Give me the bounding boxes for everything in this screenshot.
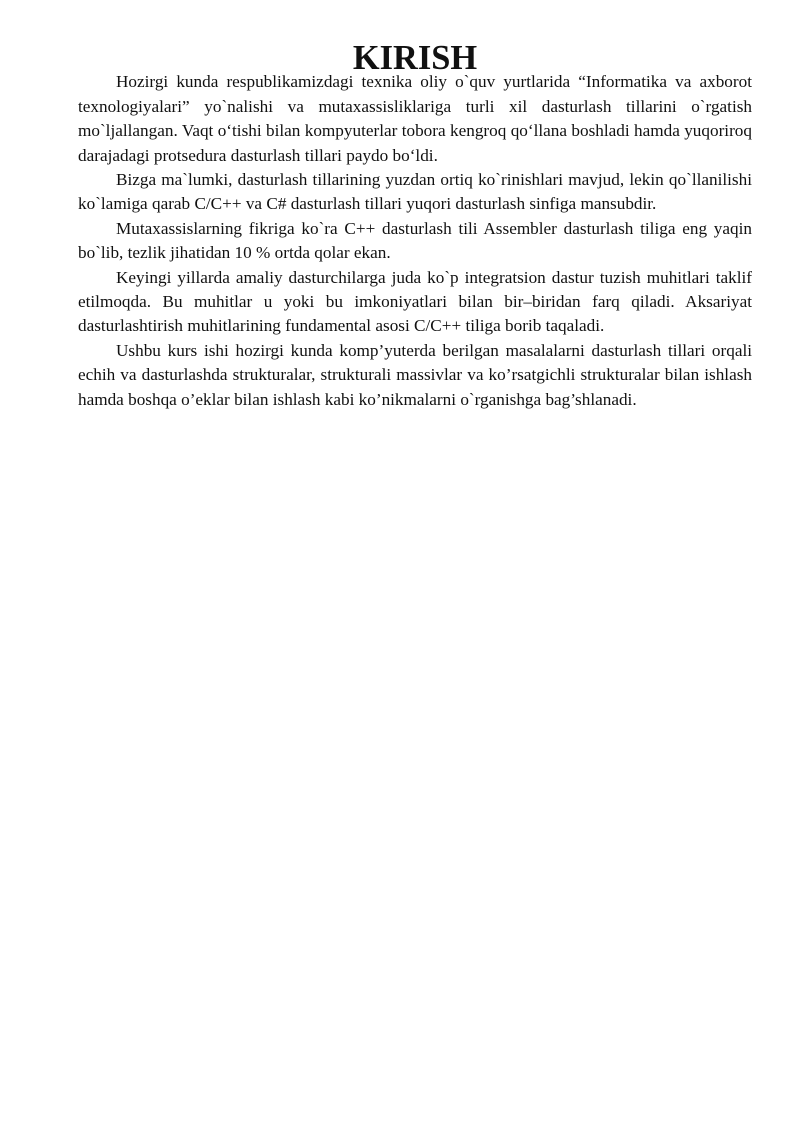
paragraph-4: Keyingi yillarda amaliy dasturchilarga juda ko`p integratsion dastur tuzish muhitlari taklif etilmoqda. Bu muhitlar u yoki bu imkoniyatlari bilan bir–biridan farq qiladi. Aksariyat dasturlashtirish muhitlarining fundamental asosi C/C++ tiliga borib taqaladi. — [78, 267, 752, 336]
paragraph-1: Hozirgi kunda respublikamizdagi texnika oliy o`quv yurtlarida “Informatika va axborot texnologiyalari” yo`nalishi va mutaxassisliklariga turli xil dasturlash tillarini o`rgatish mo`ljallangan. Vaqt o‘tishi bilan kompyuterlar tobora kengroq qo‘llana boshladi hamda yuqoriroq darajadagi protsedura dasturlash tillari paydo bo‘ldi. — [78, 72, 752, 165]
paragraph-5: Ushbu kurs ishi hozirgi kunda komp’yuterda berilgan masalalarni dasturlash tillari orqali echih va dasturlashda strukturalar, strukturali massivlar va ko’rsatgichli strukturalar bilan ishlash hamda boshqa o’eklar bilan ishlash kabi ko’nikmalarni o`rganishga bag’shlanadi. — [78, 340, 752, 409]
document-page — [78, 39, 752, 412]
paragraph-2: Bizga ma`lumki, dasturlash tillarining yuzdan ortiq ko`rinishlari mavjud, lekin qo`llanilishi ko`lamiga qarab C/C++ va C# dasturlash tillari yuqori dasturlash sinfiga mansubdir. — [78, 170, 752, 214]
page-title: KIRISH — [352, 39, 478, 77]
paragraph-3: Mutaxassislarning fikriga ko`ra C++ dasturlash tili Assembler dasturlash tiliga eng yaqin bo`lib, tezlik jihatidan 10 % ortda qolar ekan. — [78, 218, 752, 263]
